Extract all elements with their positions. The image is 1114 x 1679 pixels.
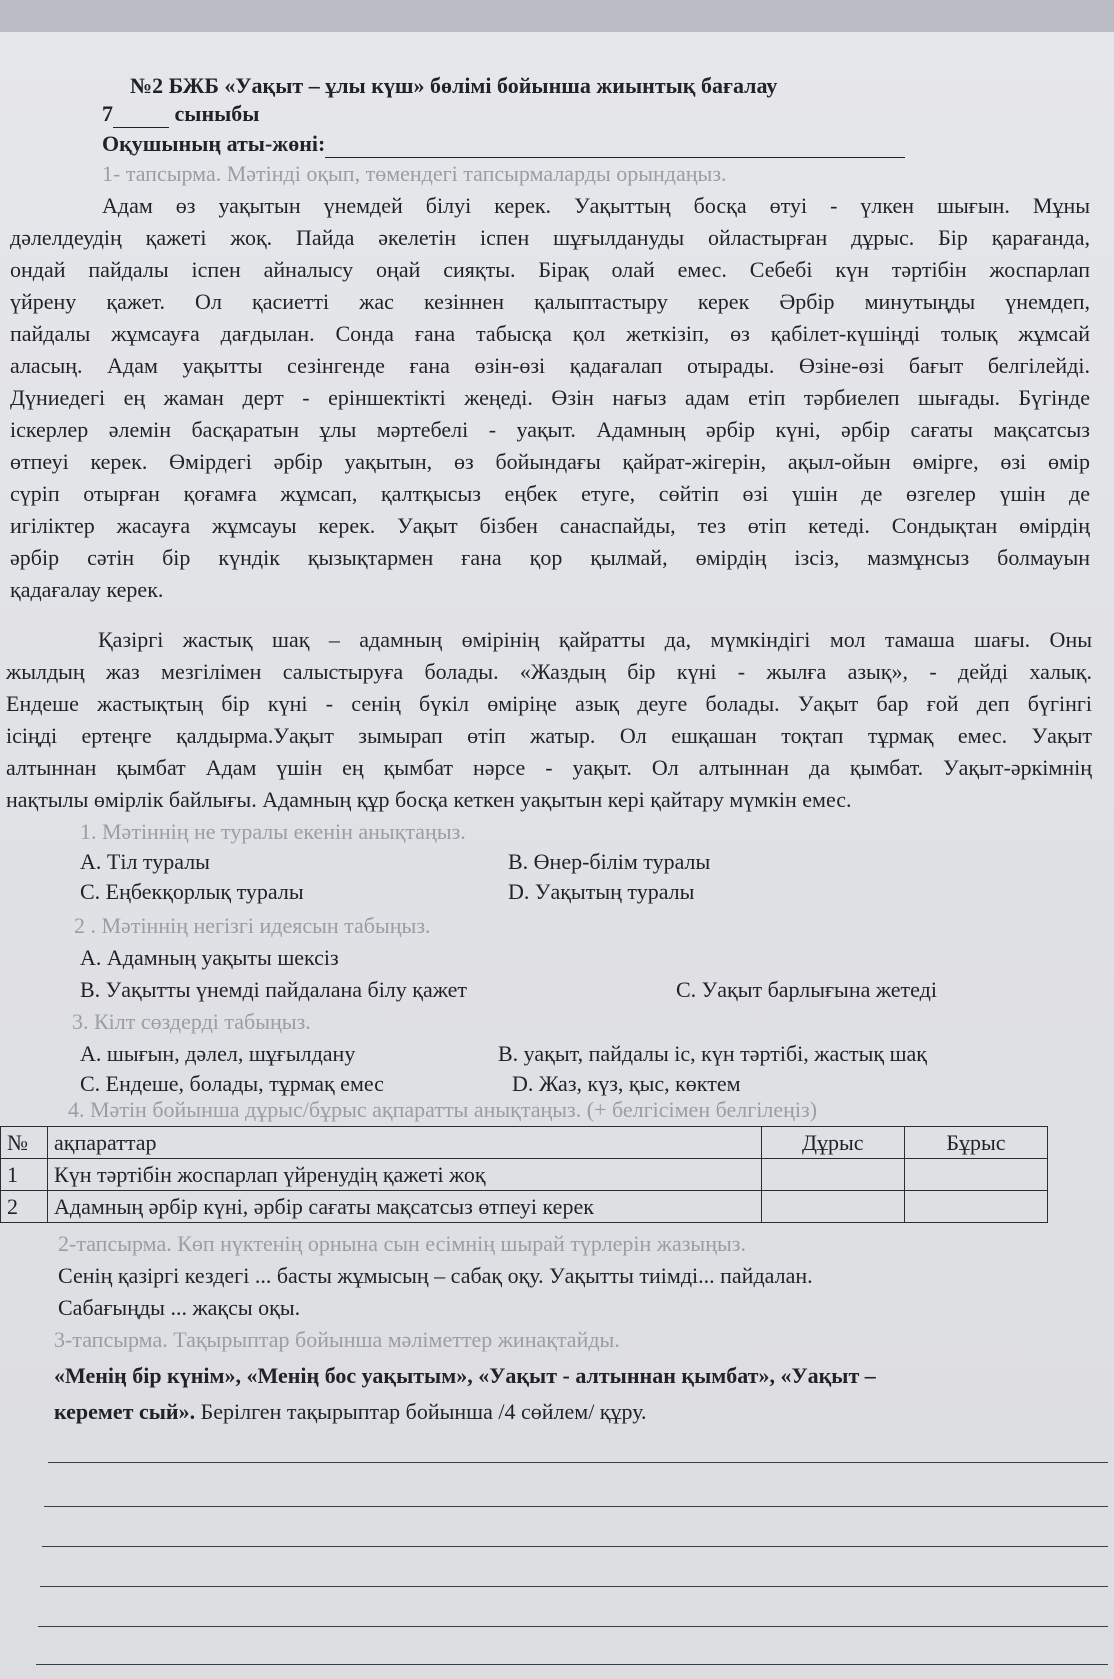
- paragraph-line: іскерлер әлемін басқаратын ұлы мәртебелі - уақыт. Адамның әрбір күні, әрбір сағаты мақсатсыз: [10, 417, 1090, 442]
- q3-option-a[interactable]: А. шығын, дәлел, шұғылдану: [80, 1041, 356, 1066]
- paragraph-line: Ендеше жастықтың бір күні - сенің бүкіл өміріңе азық деуге болады. Уақыт бар ғой деп бүгінгі: [6, 691, 1092, 716]
- task3-topic-last: керемет сый».: [54, 1399, 196, 1424]
- class-line: [102, 100, 259, 128]
- row-statement: Адамның әрбір күні, әрбір сағаты мақсатсыз өтпеуі керек: [48, 1191, 762, 1223]
- question-2: 2 . Мәтіннің негізгі идеясын табыңыз.: [74, 913, 431, 938]
- q3-option-d[interactable]: D. Жаз, күз, қыс, көктем: [512, 1071, 741, 1096]
- paragraph-line: ондай пайдалы іспен айналысу оңай сияқты. Бірақ олай емес. Себебі күн тәртібін жоспарлап: [10, 257, 1090, 282]
- task2-sentence-1: Сенің қазіргі кездегі ... басты жұмысың – сабақ оқу. Уақытты тиімді... пайдалан.: [58, 1263, 813, 1288]
- task2-sentence-2: Сабағыңды ... жақсы оқы.: [58, 1295, 301, 1320]
- q2-option-a[interactable]: А. Адамның уақыты шексіз: [80, 945, 339, 970]
- table-header-row: [1, 1127, 1048, 1159]
- q2-option-c[interactable]: C. Уақыт барлығына жетеді: [676, 977, 937, 1002]
- paragraph-line: жылдың жаз мезгілімен салыстыруға болады. «Жаздың бір күні - жылға азық», - дейді халық.: [6, 659, 1092, 684]
- answer-line[interactable]: [36, 1664, 1108, 1665]
- paragraph-line: алтыннан қымбат Адам үшін ең қымбат нәрсе - уақыт. Ол алтыннан да қымбат. Уақыт-әркімнің: [6, 755, 1092, 780]
- paragraph-line: үйрену қажет. Ол қасиетті жас кезіннен қалыптастыру керек Әрбір минутыңды үнемдеп,: [10, 289, 1090, 314]
- paragraph-line: аласың. Адам уақытты сезінгенде ғана өзін-өзі қадағалап отырады. Өзіне-өзі бағыт белгілейді.: [10, 353, 1090, 378]
- class-blank[interactable]: [113, 127, 169, 128]
- true-cell[interactable]: [761, 1191, 904, 1223]
- student-name-label: Оқушының аты-жөні:: [102, 131, 326, 156]
- false-cell[interactable]: [904, 1191, 1047, 1223]
- header-number: №: [1, 1127, 48, 1159]
- task3-task-text: Берілген тақырыптар бойынша /4 сөйлем/ құру.: [195, 1399, 647, 1424]
- paragraph-line: әрбір сәтін бір күндік қызықтармен ғана қор қылмай, өмірдің ізсіз, мазмұнсыз болмауын: [10, 545, 1090, 570]
- q1-option-d[interactable]: D. Уақытың туралы: [508, 879, 695, 904]
- q1-option-b[interactable]: B. Өнер-білім туралы: [508, 849, 711, 874]
- paragraph-line: Дүниедегі ең жаман дерт - еріншектікті жеңеді. Өзін нағыз адам етіп тәрбиелеп шығады. Бүгінде: [10, 385, 1090, 410]
- paragraph-line: Қазіргі жастық шақ – адамның өмірінің қайратты да, мүмкіндігі мол тамаша шағы. Оны: [98, 627, 1092, 652]
- answer-line[interactable]: [42, 1546, 1108, 1547]
- q3-option-b[interactable]: B. уақыт, пайдалы іс, күн тәртібі, жастық шақ: [498, 1041, 927, 1066]
- answer-line[interactable]: [44, 1506, 1108, 1507]
- student-name-blank[interactable]: [325, 157, 905, 158]
- true-false-table: [0, 1126, 1048, 1223]
- student-name-line: [102, 130, 905, 158]
- table-row: [1, 1191, 1048, 1223]
- paragraph-line: Адам өз уақытын үнемдей білуі керек. Уақыттың босқа өтуі - үлкен шығын. Мұны: [102, 193, 1090, 218]
- row-statement: Күн тәртібін жоспарлап үйренудің қажеті жоқ: [48, 1159, 762, 1191]
- header-true: Дұрыс: [761, 1127, 904, 1159]
- task3-topics-line-1: «Менің бір күнім», «Менің бос уақытым», «Уақыт - алтыннан қымбат», «Уақыт –: [54, 1363, 876, 1388]
- paragraph-line: сүріп отырған қоғамға жұмсап, қалтқысыз еңбек етуге, сөйтіп өзі үшін де өзгелер үшін де: [10, 481, 1090, 506]
- header-false: Бұрыс: [904, 1127, 1047, 1159]
- answer-line[interactable]: [48, 1462, 1108, 1463]
- paragraph-line: нақтылы өмірлік байлығы. Адамның құр босқа кеткен уақытын кері қайтару мүмкін емес.: [6, 787, 852, 812]
- task3-instruction: 3-тапсырма. Тақырыптар бойынша мәліметтер жинақтайды.: [54, 1327, 620, 1352]
- paragraph-line: ісіңді ертеңге қалдырма.Уақыт зымырап өтіп жатыр. Ол ешқашан тоқтап тұрмақ емес. Уақыт: [6, 723, 1092, 748]
- answer-line[interactable]: [40, 1586, 1108, 1587]
- question-1: 1. Мәтіннің не туралы екенін анықтаңыз.: [80, 819, 466, 844]
- answer-line[interactable]: [38, 1626, 1108, 1627]
- paragraph-line: өтпеуі керек. Өмірдегі әрбір уақытын, өз бойындағы қайрат-жігерін, ақыл-ойын өмірге, өзі өмір: [10, 449, 1090, 474]
- q1-option-c[interactable]: C. Еңбекқорлық туралы: [80, 879, 304, 904]
- table-row: [1, 1159, 1048, 1191]
- paragraph-line: игіліктер жасауға жұмсауы керек. Уақыт бізбен санаспайды, тез өтіп кетеді. Сондықтан өмірдің: [10, 513, 1090, 538]
- worksheet-page: [0, 32, 1114, 1679]
- question-4: 4. Мәтін бойынша дұрыс/бұрыс ақпаратты анықтаңыз. (+ белгісімен белгілеңіз): [68, 1097, 818, 1122]
- paragraph-line: пайдалы жұмсауға дағдылан. Сонда ғана табысқа қол жеткізіп, өз қабілет-күшіңді толық жұмсай: [10, 321, 1090, 346]
- false-cell[interactable]: [904, 1159, 1047, 1191]
- q2-option-b[interactable]: B. Уақытты үнемді пайдалана білу қажет: [80, 977, 468, 1002]
- worksheet-title: №2 БЖБ «Уақыт – ұлы күш» бөлімі бойынша жиынтық бағалау: [130, 73, 778, 98]
- class-number: 7: [102, 101, 113, 126]
- question-3: 3. Кілт сөздерді табыңыз.: [72, 1009, 311, 1034]
- header-info: ақпараттар: [48, 1127, 762, 1159]
- paragraph-line: дәлелдеудің қажеті жоқ. Пайда әкелетін іспен шұғылдануды ойластырған дұрыс. Бір қарағанда,: [10, 225, 1090, 250]
- row-number: 2: [1, 1191, 48, 1223]
- task3-topics-line-2: [54, 1398, 647, 1426]
- true-cell[interactable]: [761, 1159, 904, 1191]
- task2-instruction: 2-тапсырма. Көп нүктенің орнына сын есімнің шырай түрлерін жазыңыз.: [58, 1231, 746, 1256]
- task1-instruction: 1- тапсырма. Мәтінді оқып, төмендегі тапсырмаларды орындаңыз.: [102, 161, 727, 186]
- paragraph-line: қадағалау керек.: [10, 577, 164, 602]
- q1-option-a[interactable]: А. Тіл туралы: [80, 849, 210, 874]
- q3-option-c[interactable]: C. Ендеше, болады, тұрмақ емес: [80, 1071, 384, 1096]
- row-number: 1: [1, 1159, 48, 1191]
- class-label: сыныбы: [169, 101, 260, 126]
